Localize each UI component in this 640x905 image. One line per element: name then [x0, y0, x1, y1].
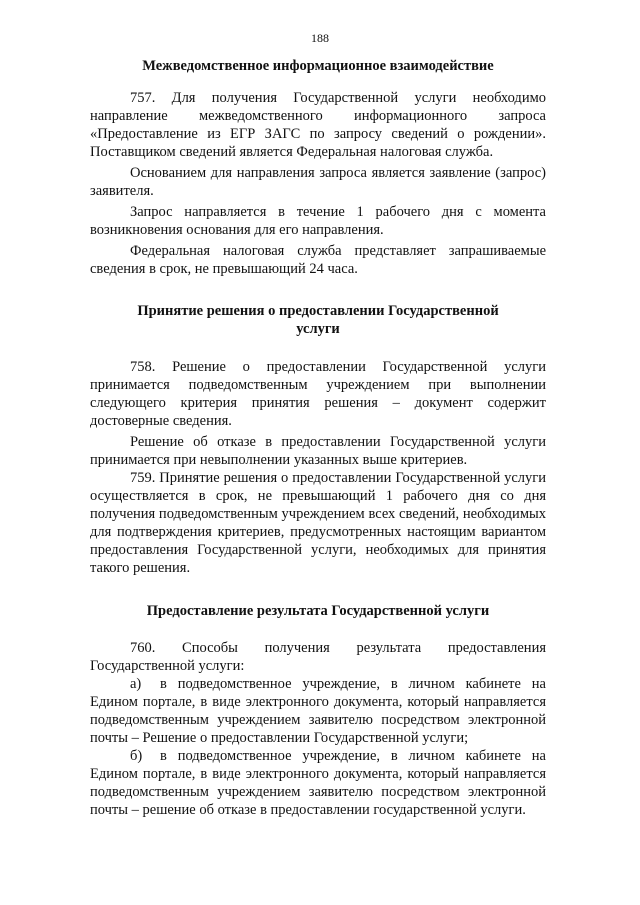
list-marker: а): [130, 676, 142, 692]
page-number: 188: [311, 31, 329, 45]
paragraph: 757. Для получения Государственной услуги необходимо направление межведомственного информационного запроса «Предоставление из ЕГР ЗАГС по запросу сведений о рождении». Поставщиком сведений является Федеральная налоговая служба.: [90, 90, 546, 160]
section-interagency-interaction: [90, 57, 546, 278]
list-marker: б): [130, 748, 143, 764]
paragraph: 759. Принятие решения о предоставлении Государственной услуги осуществляется в срок, не превышающий 1 рабочего дня со дня получения подведомственным учреждением всех сведений, необходимых для подтверждения критериев, предусмотренных настоящим вариантом предоставления Государственной услуги, необходимых для принятия такого решения.: [90, 470, 546, 576]
paragraph: 760. Способы получения результата предоставления Государственной услуги:: [90, 640, 546, 674]
paragraph: Решение об отказе в предоставлении Государственной услуги принимается при невыполнении указанных выше критериев.: [90, 434, 546, 468]
paragraph: Запрос направляется в течение 1 рабочего дня с момента возникновения основания для его направления.: [90, 204, 546, 238]
list-item-text: в подведомственное учреждение, в личном кабинете на Едином портале, в виде электронного документа, который направляется подведомственным учреждением заявителю посредством электронной почты – Решение о предоставлении Государственной услуги;: [90, 676, 546, 746]
section-heading: Межведомственное информационное взаимодействие: [142, 58, 494, 74]
paragraph: 758. Решение о предоставлении Государственной услуги принимается подведомственным учреждением при выполнении следующего критерия принятия решения – документ содержит достоверные сведения.: [90, 359, 546, 429]
paragraph: Федеральная налоговая служба представляет запрашиваемые сведения в срок, не превышающий 24 часа.: [90, 243, 546, 277]
paragraph: Основанием для направления запроса является заявление (запрос) заявителя.: [90, 165, 546, 199]
document-body: [90, 57, 546, 819]
section-heading: Предоставление результата Государственной услуги: [146, 603, 490, 619]
section-result-delivery: [90, 602, 546, 819]
section-decision: [90, 302, 546, 577]
list-item-text: в подведомственное учреждение, в личном кабинете на Едином портале, в виде электронного документа, который направляется подведомственным учреждением заявителю посредством электронной почты – решение об отказе в предоставлении государственной услуги.: [90, 748, 546, 818]
list-item: [90, 675, 546, 747]
list-item: [90, 747, 546, 819]
section-heading: Принятие решения о предоставлении Государственной услуги: [137, 303, 499, 337]
